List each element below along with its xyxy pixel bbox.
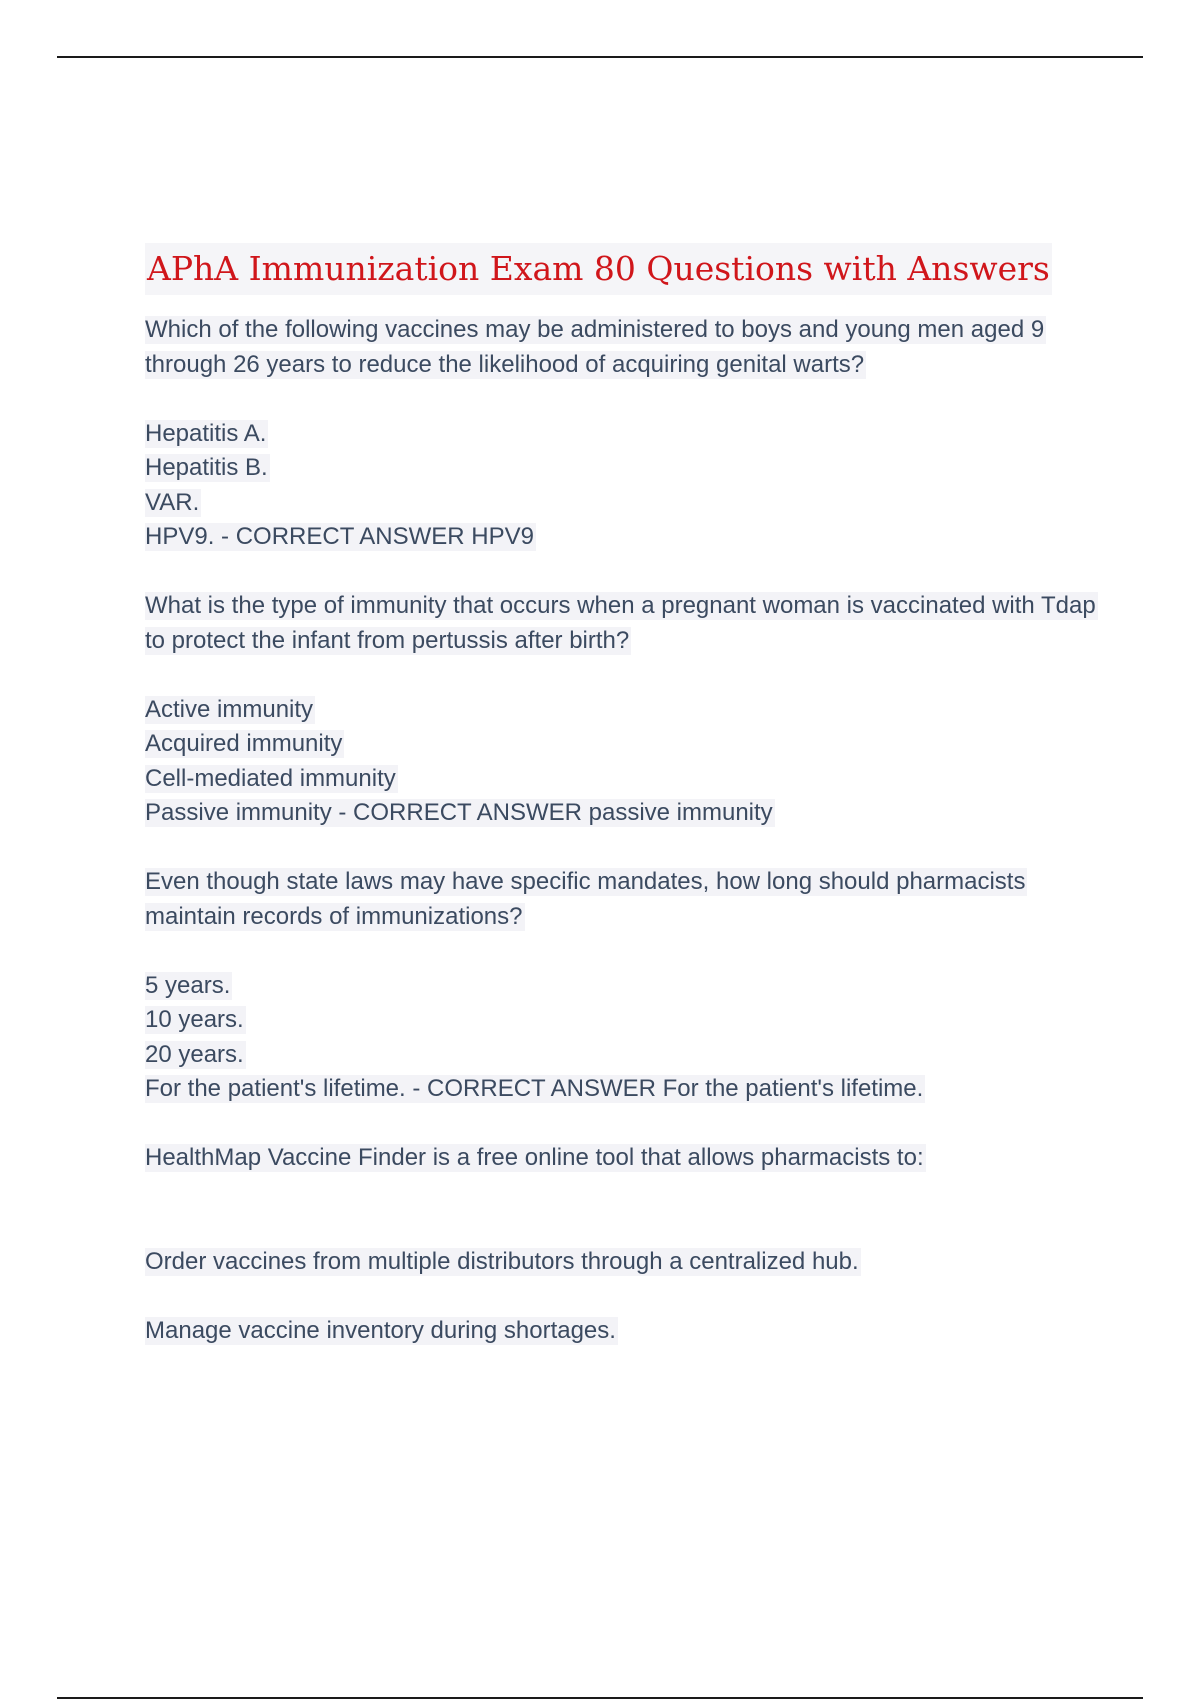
option: VAR. — [145, 488, 200, 516]
question-text: What is the type of immunity that occurs when a pregnant woman is vaccinated with Tdap to protect the infant from pertussis after birth? — [145, 592, 1096, 654]
option: Manage vaccine inventory during shortages. — [145, 1316, 616, 1344]
option: 10 years. — [145, 1006, 244, 1033]
option: Hepatitis B. — [145, 454, 268, 481]
question-text: Even though state laws may have specific mandates, how long should pharmacists maintain records of immunizations? — [145, 868, 1026, 930]
option-correct-answer: For the patient's lifetime. - CORRECT ANSWER For the patient's lifetime. — [145, 1075, 924, 1102]
option: 20 years. — [145, 1040, 244, 1068]
question-2 — [145, 589, 1105, 658]
question-1 — [145, 313, 1105, 382]
option: Hepatitis A. — [145, 419, 267, 447]
question-4-option-1 — [145, 1245, 1105, 1280]
option: Order vaccines from multiple distributors through a centralized hub. — [145, 1247, 859, 1275]
option: Cell-mediated immunity — [145, 764, 396, 792]
header-rule — [57, 56, 1143, 58]
question-2-options — [145, 693, 1105, 831]
option-correct-answer: HPV9. - CORRECT ANSWER HPV9 — [145, 523, 534, 550]
question-4 — [145, 1141, 1105, 1176]
option: Acquired immunity — [145, 730, 343, 757]
question-1-options — [145, 417, 1105, 555]
question-text: Which of the following vaccines may be administered to boys and young men aged 9 through 26 years to reduce the likelihood of acquiring genital warts? — [145, 316, 1045, 378]
option-correct-answer: Passive immunity - CORRECT ANSWER passive immunity — [145, 799, 773, 826]
document-body — [145, 243, 1105, 1383]
question-3-options — [145, 969, 1105, 1107]
option: 5 years. — [145, 971, 231, 999]
option: Active immunity — [145, 695, 314, 723]
question-3 — [145, 865, 1105, 934]
question-text: HealthMap Vaccine Finder is a free online tool that allows pharmacists to: — [145, 1144, 924, 1171]
document-title: APhA Immunization Exam 80 Questions with Answers — [145, 243, 1052, 295]
question-4-option-2 — [145, 1314, 1105, 1349]
footer-rule — [57, 1697, 1143, 1699]
